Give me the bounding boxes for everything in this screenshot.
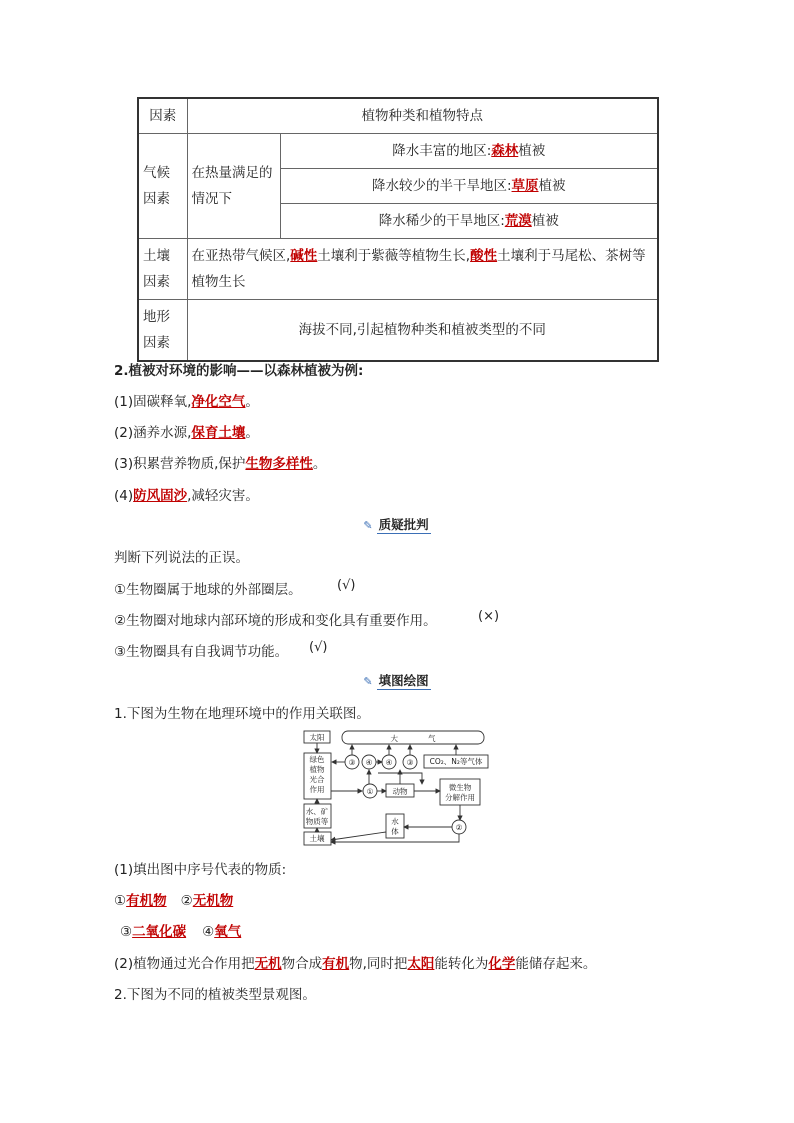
table-header-row <box>138 98 658 134</box>
pen-icon: ✎ <box>363 675 373 688</box>
fill-question-1: 1.下图为生物在地理环境中的作用关联图。 <box>114 706 370 722</box>
answer: 化学 <box>488 956 516 972</box>
node-2: ② <box>455 823 463 832</box>
node-4a: ④ <box>365 758 373 767</box>
green-plant-label-1: 绿色 <box>309 755 325 764</box>
answer: 草原 <box>511 178 539 194</box>
mineral-label-1: 水、矿 <box>305 807 329 816</box>
pen-icon: ✎ <box>363 519 373 532</box>
answer: 无机物 <box>192 893 234 909</box>
soil-label: 土壤因素 <box>138 239 187 300</box>
fill-question-2: 2.下图为不同的植被类型景观图。 <box>114 987 316 1003</box>
header-feature: 植物种类和植物特点 <box>187 98 658 134</box>
answer: 荒漠 <box>504 213 532 229</box>
answer: 太阳 <box>407 956 435 972</box>
answer: 保育土壤 <box>191 425 246 441</box>
fill-sub-1: (1)填出图中序号代表的物质: <box>114 862 287 878</box>
soil-label: 土壤 <box>309 834 325 843</box>
answer: 酸性 <box>470 248 498 264</box>
judge-mark-3: (√) <box>309 640 328 655</box>
section2-heading: 2.植被对环境的影响——以森林植被为例: <box>114 363 364 379</box>
animal-label: 动物 <box>392 787 408 796</box>
answers-line-1: ①有机物 ②无机物 <box>114 893 234 909</box>
fill-sub-2: (2)植物通过光合作用把无机物合成有机物,同时把太阳能转化为化学能储存起来。 <box>114 956 597 972</box>
node-3a: ③ <box>348 758 356 767</box>
microbe-label-1: 微生物 <box>448 783 472 792</box>
answer: 有机物 <box>126 893 167 909</box>
answer: 碱性 <box>290 248 318 264</box>
atmosphere-label: 大 气 <box>390 734 436 743</box>
answer: 二氧化碳 <box>132 924 187 940</box>
node-3b: ③ <box>406 758 414 767</box>
table-row <box>138 300 658 362</box>
answers-line-2: ③二氧化碳 ④氧气 <box>120 924 242 940</box>
climate-row: 降水较少的半干旱地区:草原植被 <box>280 169 658 204</box>
climate-label: 气候因素 <box>138 134 187 239</box>
gas-label: CO₂、N₂等气体 <box>429 757 483 766</box>
climate-condition: 在热量满足的情况下 <box>187 134 280 239</box>
fill-section-tag: ✎ 填图绘图 <box>363 673 429 688</box>
section2-item: (2)涵养水源,保育土壤。 <box>114 425 259 441</box>
soil-text: 在亚热带气候区,碱性土壤利于紫薇等植物生长,酸性土壤利于马尾松、茶树等植物生长 <box>187 239 658 300</box>
header-factor: 因素 <box>138 98 187 134</box>
judge-item-2: ②生物圈对地球内部环境的形成和变化具有重要作用。 <box>114 613 437 629</box>
judge-mark-2: (×) <box>478 609 500 624</box>
node-1: ① <box>366 787 374 796</box>
judge-mark-1: (√) <box>337 578 356 593</box>
climate-row: 降水稀少的干旱地区:荒漠植被 <box>280 204 658 239</box>
water-label-1: 水 <box>391 817 399 826</box>
green-plant-label-2: 植物 <box>309 765 325 774</box>
terrain-label: 地形因素 <box>138 300 187 362</box>
vegetation-factors-table <box>137 97 659 362</box>
answer: 森林 <box>491 143 519 159</box>
mineral-label-2: 物质等 <box>305 817 329 826</box>
answer: 净化空气 <box>191 394 246 410</box>
answer: 氧气 <box>214 924 242 940</box>
answer: 防风固沙 <box>133 488 188 504</box>
answer: 生物多样性 <box>245 456 313 472</box>
microbe-label-2: 分解作用 <box>445 793 475 802</box>
sun-label: 太阳 <box>309 733 325 742</box>
section2-item: (4)防风固沙,减轻灾害。 <box>114 488 259 504</box>
judge-intro: 判断下列说法的正误。 <box>114 550 249 566</box>
terrain-text: 海拔不同,引起植物种类和植被类型的不同 <box>187 300 658 362</box>
judge-section-tag: ✎ 质疑批判 <box>363 517 429 532</box>
answer: 有机 <box>322 956 350 972</box>
judge-item-1: ①生物圈属于地球的外部圈层。 <box>114 582 302 598</box>
section2-item: (3)积累营养物质,保护生物多样性。 <box>114 456 327 472</box>
section2-item: (1)固碳释氧,净化空气。 <box>114 394 259 410</box>
node-4b: ④ <box>385 758 393 767</box>
table-row <box>138 134 658 169</box>
climate-row: 降水丰富的地区:森林植被 <box>280 134 658 169</box>
table-row <box>138 239 658 300</box>
water-label-2: 体 <box>391 827 399 836</box>
judge-item-3: ③生物圈具有自我调节功能。 <box>114 644 289 660</box>
answer: 无机 <box>254 956 282 972</box>
green-plant-label-4: 作用 <box>309 785 325 794</box>
biosphere-diagram <box>300 728 494 850</box>
green-plant-label-3: 光合 <box>309 775 325 784</box>
